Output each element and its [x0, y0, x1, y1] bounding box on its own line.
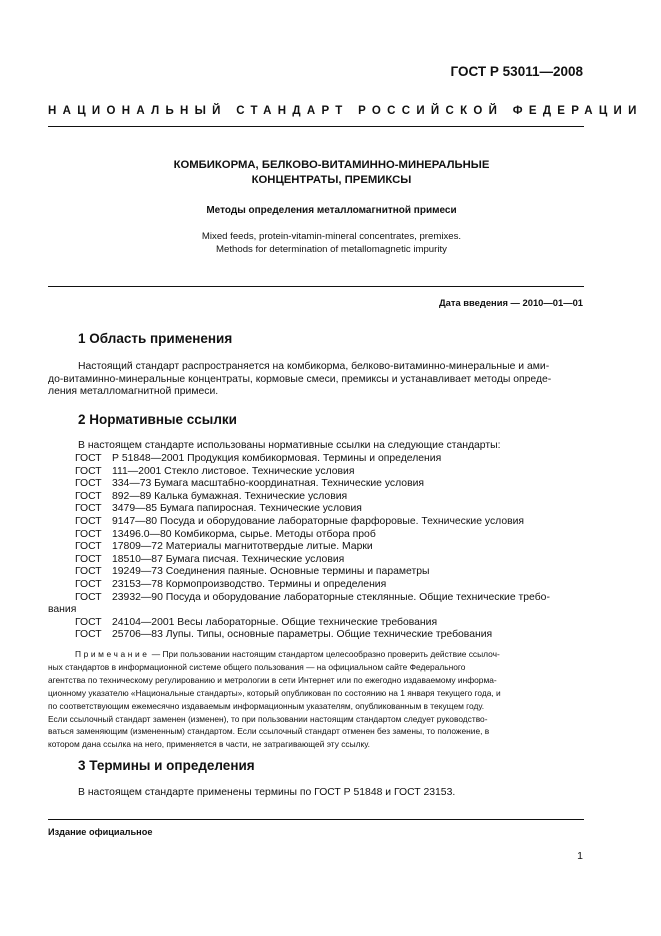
section-3-paragraph	[75, 787, 581, 800]
english-title	[40, 231, 623, 256]
reference-text: 111—2001 Стекло листовое. Технические условия	[112, 465, 355, 477]
reference-text: 19249—73 Соединения паяные. Основные термины и параметры	[112, 566, 430, 578]
reference-prefix: ГОСТ	[75, 478, 102, 490]
section-2-heading: 2 Нормативные ссылки	[78, 412, 237, 427]
reference-item	[75, 466, 595, 479]
note-line: агентства по техническому регулированию и метрологии в сети Интернет или по ежегодно издаваемому информа-	[48, 674, 497, 685]
footer-rule	[48, 819, 584, 820]
section-1-paragraph	[48, 361, 581, 399]
reference-item	[75, 579, 595, 592]
document-subtitle: Методы определения металломагнитной примеси	[206, 205, 457, 216]
reference-text: 23153—78 Кормопроизводство. Термины и определения	[112, 578, 387, 590]
references-note	[48, 648, 588, 751]
note-line	[48, 648, 588, 661]
paragraph-line: В настоящем стандарте применены термины по ГОСТ Р 51848 и ГОСТ 23153.	[78, 787, 456, 798]
reference-item	[75, 592, 595, 605]
english-title-line-1: Mixed feeds, protein-vitamin-mineral concentrates, premixes.	[201, 231, 462, 242]
reference-text: 3479—85 Бумага папиросная. Технические условия	[112, 503, 362, 515]
reference-prefix: ГОСТ	[75, 490, 102, 502]
header-rule	[48, 126, 584, 127]
reference-item	[75, 516, 595, 529]
note-line: котором дана ссылка на него, применяется в части, не затрагивающей эту ссылку.	[48, 739, 370, 750]
normative-references-list	[48, 453, 595, 642]
document-number: ГОСТ Р 53011—2008	[450, 64, 583, 79]
page-number: 1	[577, 850, 583, 862]
note-line: по соответствующим ежемесячно издаваемым информационным указателям, опубликованным в текущем году.	[48, 700, 485, 711]
reference-prefix: ГОСТ	[75, 591, 102, 603]
reference-prefix: ГОСТ	[75, 616, 102, 628]
note-line: ваться заменяющим (измененным) стандартом. Если ссылочный стандарт отменен без замены, то положение, в	[48, 726, 490, 737]
reference-prefix: ГОСТ	[75, 629, 102, 641]
edition-label: Издание официальное	[48, 827, 153, 837]
reference-text: 18510—87 Бумага писчая. Технические условия	[112, 553, 345, 565]
reference-item	[75, 541, 595, 554]
reference-text: Р 51848—2001 Продукция комбикормовая. Термины и определения	[112, 453, 442, 464]
reference-continuation: вания	[48, 604, 77, 616]
reference-item	[75, 554, 595, 567]
reference-prefix: ГОСТ	[75, 578, 102, 590]
section-3-heading: 3 Термины и определения	[78, 758, 255, 773]
reference-item	[75, 629, 595, 642]
note-first-text: — При пользовании настоящим стандартом целесообразно проверить действие ссылоч-	[149, 649, 500, 659]
title-line-1: КОМБИКОРМА, БЕЛКОВО-ВИТАМИННО-МИНЕРАЛЬНЫЕ	[173, 159, 490, 171]
reference-item	[75, 503, 595, 516]
paragraph-line: ления металломагнитной примеси.	[48, 386, 219, 398]
reference-text: 334—73 Бумага масштабно-координатная. Технические условия	[112, 478, 425, 490]
reference-item	[75, 491, 595, 504]
reference-prefix: ГОСТ	[75, 541, 102, 553]
document-title	[40, 158, 623, 188]
paragraph-line: до-витаминно-минеральные концентраты, кормовые смеси, премиксы и устанавливает методы опреде-	[48, 373, 552, 385]
note-label: Примечание	[75, 649, 150, 659]
reference-prefix: ГОСТ	[75, 553, 102, 565]
reference-text: 892—89 Калька бумажная. Технические условия	[112, 490, 348, 502]
note-line: Если ссылочный стандарт заменен (изменен), то при пользовании настоящим стандартом следует руководство-	[48, 713, 488, 724]
reference-item	[75, 453, 595, 466]
reference-item	[75, 566, 595, 579]
title-rule	[48, 286, 584, 287]
paragraph-line: Настоящий стандарт распространяется на комбикорма, белково-витаминно-минеральные и ами-	[78, 361, 550, 372]
reference-prefix: ГОСТ	[75, 453, 102, 464]
reference-prefix: ГОСТ	[75, 515, 102, 527]
national-standard-banner: НАЦИОНАЛЬНЫЙ СТАНДАРТ РОССИЙСКОЙ ФЕДЕРАЦИИ	[48, 105, 643, 117]
title-line-2: КОНЦЕНТРАТЫ, ПРЕМИКСЫ	[251, 174, 412, 186]
reference-text: 13496.0—80 Комбикорма, сырье. Методы отбора проб	[112, 528, 376, 540]
reference-text: 25706—83 Лупы. Типы, основные параметры. Общие технические требования	[112, 629, 493, 641]
reference-prefix: ГОСТ	[75, 503, 102, 515]
section-2-intro	[75, 440, 581, 453]
reference-text: 23932—90 Посуда и оборудование лабораторные стеклянные. Общие технические требо-	[112, 591, 550, 603]
reference-prefix: ГОСТ	[75, 528, 102, 540]
reference-text: 17809—72 Материалы магнитотвердые литые. Марки	[112, 541, 373, 553]
reference-item	[75, 617, 595, 630]
reference-item	[75, 529, 595, 542]
note-line: ных стандартов в информационной системе общего пользования — на официальном сайте Федерального	[48, 661, 466, 672]
reference-prefix: ГОСТ	[75, 465, 102, 477]
reference-text: 9147—80 Посуда и оборудование лабораторные фарфоровые. Технические условия	[112, 515, 525, 527]
reference-prefix: ГОСТ	[75, 566, 102, 578]
english-title-line-2: Methods for determination of metallomagnetic impurity	[216, 243, 447, 255]
introduction-date: Дата введения — 2010—01—01	[438, 297, 583, 308]
note-line: ционному указателю «Национальные стандарты», который опубликован по состоянию на 1 января текущего года, и	[48, 687, 501, 698]
section-1-heading: 1 Область применения	[78, 331, 233, 346]
reference-item	[75, 478, 595, 491]
paragraph-line: В настоящем стандарте использованы нормативные ссылки на следующие стандарты:	[78, 440, 501, 451]
reference-text: 24104—2001 Весы лабораторные. Общие технические требования	[112, 616, 438, 628]
